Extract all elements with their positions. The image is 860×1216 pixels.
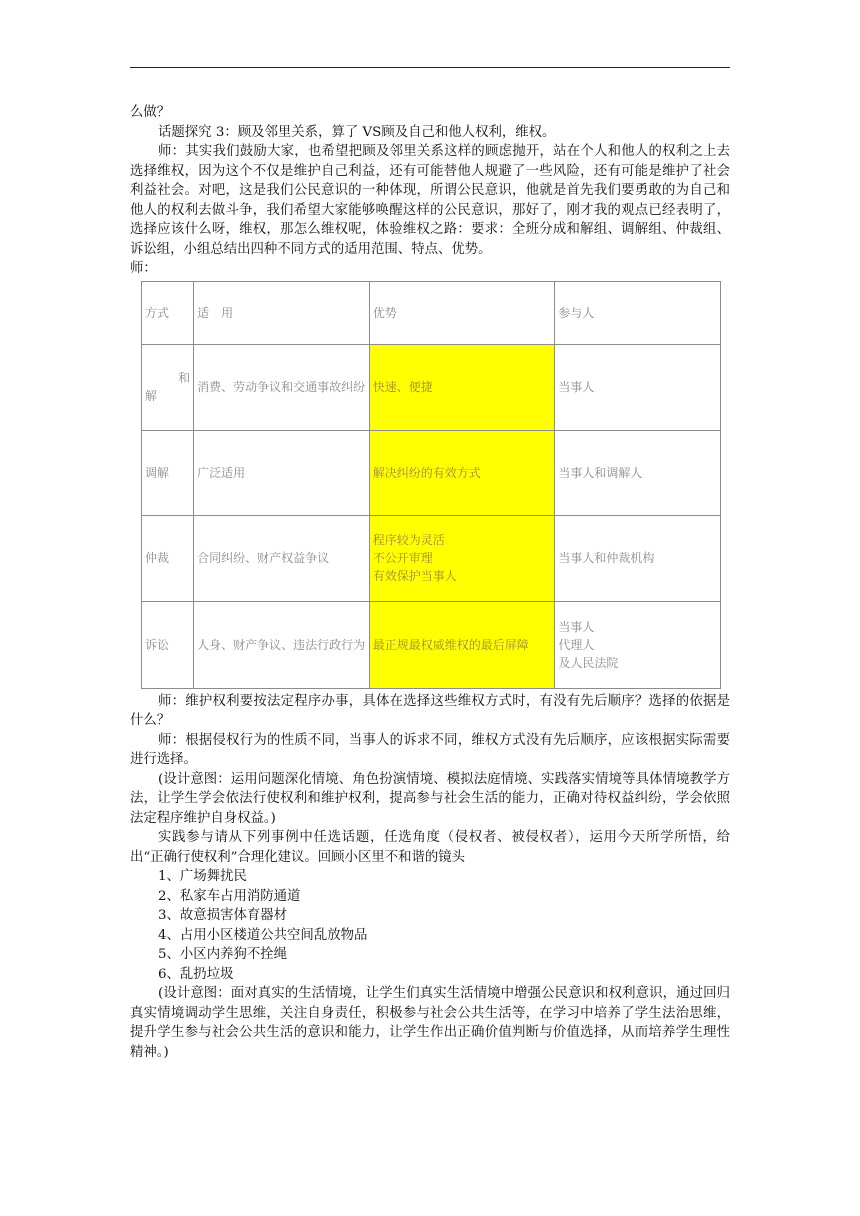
participants-cell: 当事人和调解人 (555, 430, 721, 515)
list-item: 4、占用小区楼道公共空间乱放物品 (158, 927, 368, 943)
paragraph: 师： (130, 261, 157, 276)
list-item: 2、私家车占用消防通道 (158, 888, 301, 904)
table-row (142, 601, 721, 688)
scope-cell: 广泛适用 (194, 430, 370, 515)
header-cell: 优势 (369, 281, 555, 344)
advantage-cell: 程序较为灵活 不公开审理 有效保护当事人 (369, 515, 555, 601)
method-cell: 和 解 (142, 344, 194, 430)
paragraph: 么做？ (130, 105, 171, 120)
method-cell: 诉讼 (142, 601, 194, 688)
list-item: 1、广场舞扰民 (158, 869, 247, 884)
document-body (130, 103, 730, 1062)
paragraph: 话题探究 3：顾及邻里关系，算了 VS顾及自己和他人权利，维权。 (158, 124, 556, 140)
paragraph: (设计意图：运用问题深化情境、角色扮演情境、模拟法庭情境、实践落实情境等具体情境教学方法，让学生学会依法行使权利和维护权利，提高参与社会生活的能力，正确对待权益纠纷，学会依照法定程序维护自身权益。) (130, 771, 730, 826)
list-item: 3、故意损害体育器材 (158, 908, 288, 923)
scope-cell: 合同纠纷、财产权益争议 (194, 515, 370, 601)
method-cell: 调解 (142, 430, 194, 515)
table-row (142, 344, 721, 430)
paragraph: 师：根据侵权行为的性质不同，当事人的诉求不同，维权方式没有先后顺序，应该根据实际需要进行选择。 (130, 732, 730, 767)
header-cell: 参与人 (555, 281, 721, 344)
table-row (142, 430, 721, 515)
advantage-cell: 最正规最权威维权的最后屏障 (369, 601, 555, 688)
list-item: 5、小区内养狗不拴绳 (158, 947, 288, 962)
advantage-cell: 快速、便捷 (369, 344, 555, 430)
table-row (142, 515, 721, 601)
list-item: 6、乱扔垃圾 (158, 966, 234, 982)
rights-methods-table (141, 281, 721, 689)
advantage-cell: 解决纠纷的有效方式 (369, 430, 555, 515)
scope-cell: 消费、劳动争议和交通事故纠纷 (194, 344, 370, 430)
header-rule (130, 67, 730, 68)
participants-cell: 当事人 代理人 及人民法院 (555, 601, 721, 688)
header-cell: 方式 (142, 281, 194, 344)
header-cell: 适 用 (194, 281, 370, 344)
paragraph: 师：维护权利要按法定程序办事，具体在选择这些维权方式时，有没有先后顺序？选择的依据是什么？ (130, 693, 730, 728)
scope-cell: 人身、财产争议、违法行政行为 (194, 601, 370, 688)
method-cell: 仲裁 (142, 515, 194, 601)
participants-cell: 当事人 (555, 344, 721, 430)
paragraph: (设计意图：面对真实的生活情境，让学生们真实生活情境中增强公民意识和权利意识，通过回归真实情境调动学生思维，关注自身责任，积极参与社会公共生活等，在学习中培养了学生法治思维，提升学生参与社会公共生活的意识和能力，让学生作出正确价值判断与价值选择，从而培养学生理性精神。) (130, 986, 730, 1060)
paragraph: 实践参与请从下列事例中任选话题，任选角度（侵权者、被侵权者），运用今天所学所悟，给出“正确行使权利”合理化建议。回顾小区里不和谐的镜头 (130, 830, 730, 865)
participants-cell: 当事人和仲裁机构 (555, 515, 721, 601)
paragraph: 师：其实我们鼓励大家，也希望把顾及邻里关系这样的顾虑抛开，站在个人和他人的权利之上去选择维权，因为这个不仅是维护自己利益，还有可能替他人规避了一些风险，还有可能是维护了社会利益社会。对吧，这是我们公民意识的一种体现，所谓公民意识，他就是首先我们要勇敢的为自己和他人的权利去做斗争，我们希望大家能够唤醒这样的公民意识，那好了，刚才我的观点已经表明了，选择应该什么呀，维权，那怎么维权呢，体验维权之路：要求：全班分成和解组、调解组、仲裁组、诉讼组，小组总结出四种不同方式的适用范围、特点、优势。 (130, 144, 730, 257)
table-header-row (142, 281, 721, 344)
